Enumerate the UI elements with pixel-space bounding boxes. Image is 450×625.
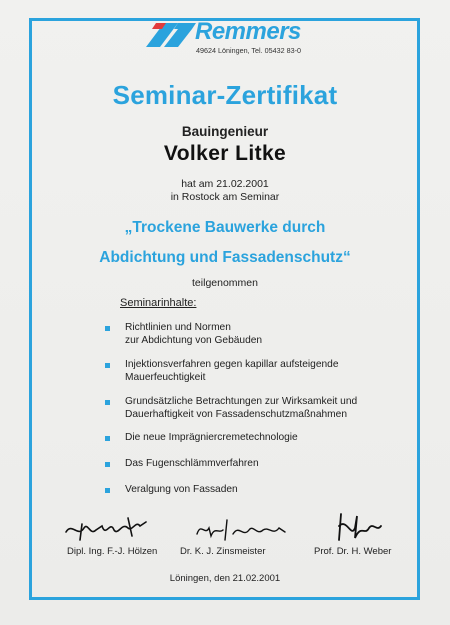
profession: Bauingenieur bbox=[181, 124, 269, 139]
bullet-icon bbox=[105, 488, 110, 493]
bullet-icon bbox=[105, 462, 110, 467]
signature-scribble bbox=[62, 512, 157, 544]
bullet-icon bbox=[105, 326, 110, 331]
contents-heading: Seminarinhalte: bbox=[120, 297, 197, 309]
bullet-icon bbox=[105, 400, 110, 405]
participant-name: Volker Litke bbox=[163, 142, 287, 165]
item-line2: Dauerhaftigkeit von Fassadenschutzmaßnahmen bbox=[125, 408, 347, 420]
course-title-line2: Abdichtung und Fassadenschutz“ bbox=[99, 249, 351, 266]
course-title-line1: „Trockene Bauwerke durch bbox=[124, 219, 326, 236]
bullet-icon bbox=[105, 363, 110, 368]
signature-scribble bbox=[193, 516, 293, 544]
item-line1: Injektionsverfahren gegen kapillar aufsteigende bbox=[125, 359, 339, 370]
signature-zinsmeister bbox=[193, 516, 343, 566]
item-line1: Grundsätzliche Betrachtungen zur Wirksamkeit und bbox=[125, 396, 358, 407]
logo-mark-icon bbox=[142, 19, 202, 49]
signatory-name: Dipl. Ing. F.-J. Hölzen bbox=[67, 546, 158, 557]
signatory-name: Dr. K. J. Zinsmeister bbox=[180, 546, 266, 557]
logo-address: 49624 Löningen, Tel. 05432 83-0 bbox=[196, 46, 301, 55]
date-line: hat am 21.02.2001 bbox=[181, 178, 269, 190]
item-line1: Veralgung von Fassaden bbox=[125, 484, 238, 495]
item-line2: zur Abdichtung von Gebäuden bbox=[125, 334, 263, 346]
location-line: in Rostock am Seminar bbox=[170, 191, 280, 203]
bullet-icon bbox=[105, 436, 110, 441]
item-line1: Richtlinien und Normen bbox=[125, 322, 231, 333]
page-title: Seminar-Zertifikat bbox=[112, 80, 338, 110]
logo-wordmark: Remmers bbox=[195, 18, 301, 45]
signature-scribble bbox=[335, 510, 385, 544]
item-line1: Das Fugenschlämmverfahren bbox=[125, 458, 259, 469]
signatory-name: Prof. Dr. H. Weber bbox=[314, 546, 392, 557]
item-line2: Mauerfeuchtigkeit bbox=[125, 371, 206, 383]
participated-text: teilgenommen bbox=[192, 277, 258, 289]
remmers-logo bbox=[142, 17, 317, 57]
item-line1: Die neue Imprägniercremetechnologie bbox=[125, 432, 298, 443]
place-and-date: Löningen, den 21.02.2001 bbox=[169, 573, 281, 584]
